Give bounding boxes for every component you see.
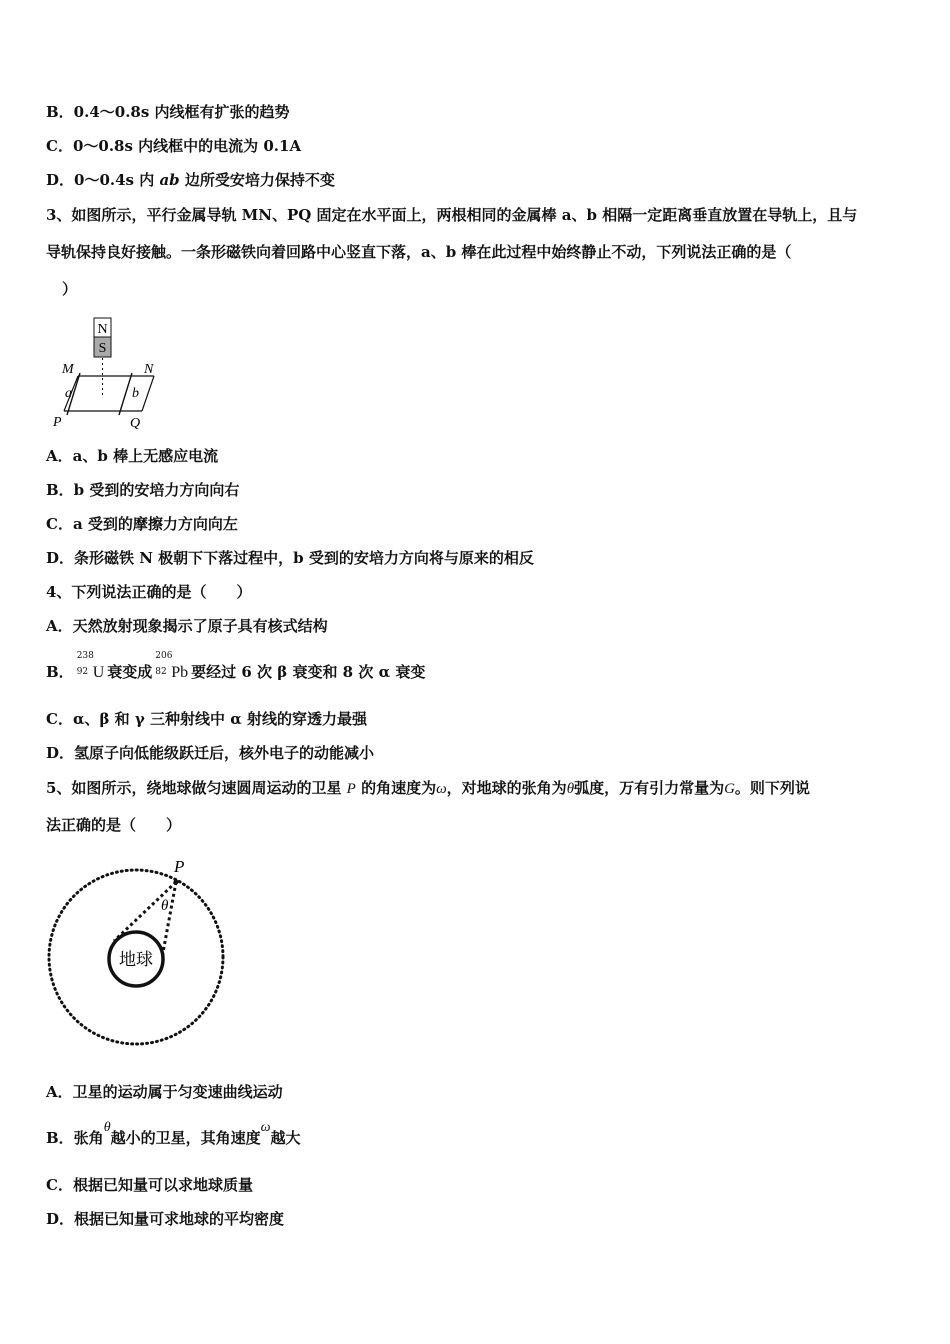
q5-option-b	[46, 1120, 301, 1150]
angle-theta-label: θ	[161, 898, 169, 914]
q3-stem-line3: ）	[62, 280, 78, 298]
q2-option-d-ab: ab	[159, 171, 180, 189]
uranium-238-isotope	[76, 651, 105, 683]
q5-option-b-part-c: 越大	[270, 1129, 301, 1147]
q5-stem-omega: ω	[436, 781, 447, 797]
q4-option-b-prefix: B．	[46, 663, 74, 681]
q5-option-b-omega: ω	[260, 1120, 271, 1135]
u-atomic-number: 92	[76, 667, 89, 677]
q3-stem-line1: 3、如图所示，平行金属导轨 MN、PQ 固定在水平面上，两根相同的金属棒 a、b 相隔一定距离垂直放置在导轨上，且与	[46, 206, 858, 224]
label-q: Q	[130, 416, 141, 431]
q5-satellite-orbit-figure	[44, 852, 234, 1052]
q4-option-d: D．氢原子向低能级跃迁后，核外电子的动能减小	[46, 744, 375, 762]
q5-option-d: D．根据已知量可求地球的平均密度	[46, 1210, 285, 1228]
pb-mass-number: 206	[155, 651, 173, 661]
tangent-line-right	[162, 882, 176, 958]
q3-option-a: A．a、b 棒上无感应电流	[46, 447, 219, 465]
q5-option-b-part-a: B．张角	[46, 1129, 104, 1147]
q4-option-b-post: 要经过 6 次 β 衰变和 8 次 α 衰变	[191, 663, 426, 681]
q4-option-b-mid: 衰变成	[107, 663, 153, 681]
q2-option-d-post: 边所受安培力保持不变	[179, 171, 335, 189]
q3-option-c: C．a 受到的摩擦力方向向左	[46, 515, 238, 533]
q5-stem-part-d: 弧度，万有引力常量为	[574, 779, 725, 797]
q5-stem-theta: θ	[566, 781, 575, 797]
u-symbol: U	[92, 664, 105, 681]
label-b: b	[132, 386, 139, 401]
lead-206-isotope	[155, 651, 189, 683]
label-p: P	[53, 415, 62, 430]
q5-stem-p: P	[346, 781, 356, 797]
label-a: a	[65, 386, 72, 401]
u-mass-number: 238	[76, 651, 94, 661]
q5-option-a: A．卫星的运动属于匀变速曲线运动	[46, 1083, 283, 1101]
q5-stem-g: G	[724, 781, 735, 797]
label-n: N	[144, 362, 154, 377]
q4-stem: 4、下列说法正确的是（ ）	[46, 583, 252, 601]
q2-option-d	[46, 170, 335, 190]
q5-option-c: C．根据已知量可以求地球质量	[46, 1176, 253, 1194]
label-m: M	[62, 362, 74, 377]
q5-stem-part-e: 。则下列说	[734, 779, 810, 797]
magnet-north-label: N	[97, 322, 108, 337]
earth-label: 地球	[119, 950, 153, 970]
q3-option-d: D．条形磁铁 N 极朝下下落过程中，b 受到的安培力方向将与原来的相反	[46, 549, 534, 567]
rod-b	[119, 373, 132, 415]
magnet-south-label: S	[98, 341, 107, 356]
pb-symbol: Pb	[171, 664, 189, 681]
q3-option-b: B．b 受到的安培力方向向右	[46, 481, 240, 499]
q2-option-c: C．0～0.8s 内线框中的电流为 0.1A	[46, 137, 302, 155]
satellite-point	[174, 880, 179, 885]
satellite-label-p: P	[174, 857, 185, 876]
q5-stem-line2: 法正确的是（ ）	[46, 816, 182, 834]
q5-option-b-theta: θ	[103, 1120, 111, 1135]
q4-option-c: C．α、β 和 γ 三种射线中 α 射线的穿透力最强	[46, 710, 368, 728]
q4-option-a: A．天然放射现象揭示了原子具有核式结构	[46, 617, 328, 635]
q5-stem-part-b: 的角速度为	[355, 779, 437, 797]
q3-rail-magnet-figure	[50, 315, 170, 433]
q2-option-b: B．0.4～0.8s 内线框有扩张的趋势	[46, 103, 290, 121]
q5-stem-part-a: 5、如图所示，绕地球做匀速圆周运动的卫星	[46, 779, 347, 797]
q5-option-b-part-b: 越小的卫星，其角速度	[110, 1129, 261, 1147]
q2-option-d-pre: D．0～0.4s 内	[46, 171, 160, 189]
q5-stem-part-c: ，对地球的张角为	[446, 779, 567, 797]
pb-atomic-number: 82	[155, 667, 167, 677]
q4-option-b	[46, 651, 426, 683]
q3-stem-line2: 导轨保持良好接触。一条形磁铁向着回路中心竖直下落，a、b 棒在此过程中始终静止不动，下列说法正确的是（	[46, 243, 792, 261]
rail-right-edge	[142, 376, 154, 411]
q5-stem-line1	[46, 778, 810, 799]
